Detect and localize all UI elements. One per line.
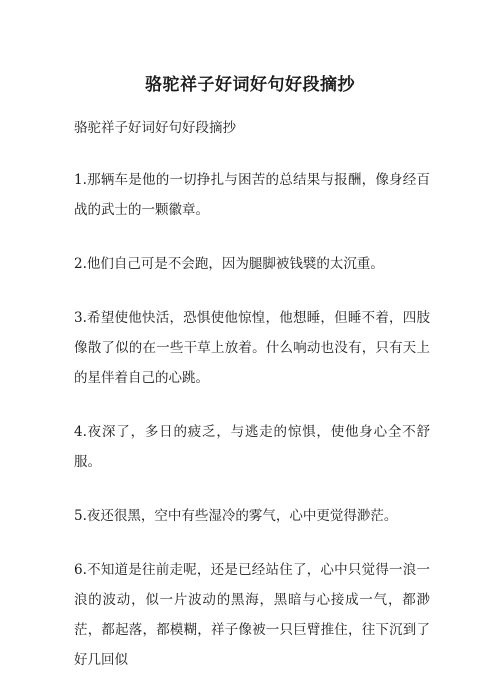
- paragraph-3: 3.希望使他快活，恐惧使他惊惶，他想睡，但睡不着，四肢像散了似的在一些干草上放着。什么响动也没有，只有天上的星伴着自己的心跳。: [74, 310, 430, 386]
- paragraph-6: 6.不知道是往前走呢，还是已经站住了，心中只觉得一浪一浪的波动，似一片波动的黑海，黑暗与心接成一气，都渺茫，都起落，都模糊，祥子像被一只巨臂推住，往下沉到了好几回似: [74, 562, 430, 668]
- document-subtitle: 骆驼祥子好词好句好段摘抄: [74, 120, 236, 136]
- paragraph-5: 5.夜还很黑，空中有些湿冷的雾气，心中更觉得渺茫。: [74, 508, 398, 524]
- paragraph-2: 2.他们自己可是不会跑，因为腿脚被钱襞的太沉重。: [74, 256, 384, 272]
- document-body: [74, 113, 430, 699]
- paragraph-4: 4.夜深了，多日的疲乏，与逃走的惊惧，使他身心全不舒服。: [74, 424, 430, 470]
- paragraph-1: 1.那辆车是他的一切挣扎与困苦的总结果与报酬，像身经百战的武士的一颗徽章。: [74, 172, 430, 218]
- document-title: 骆驼祥子好词好句好段摘抄: [145, 75, 355, 95]
